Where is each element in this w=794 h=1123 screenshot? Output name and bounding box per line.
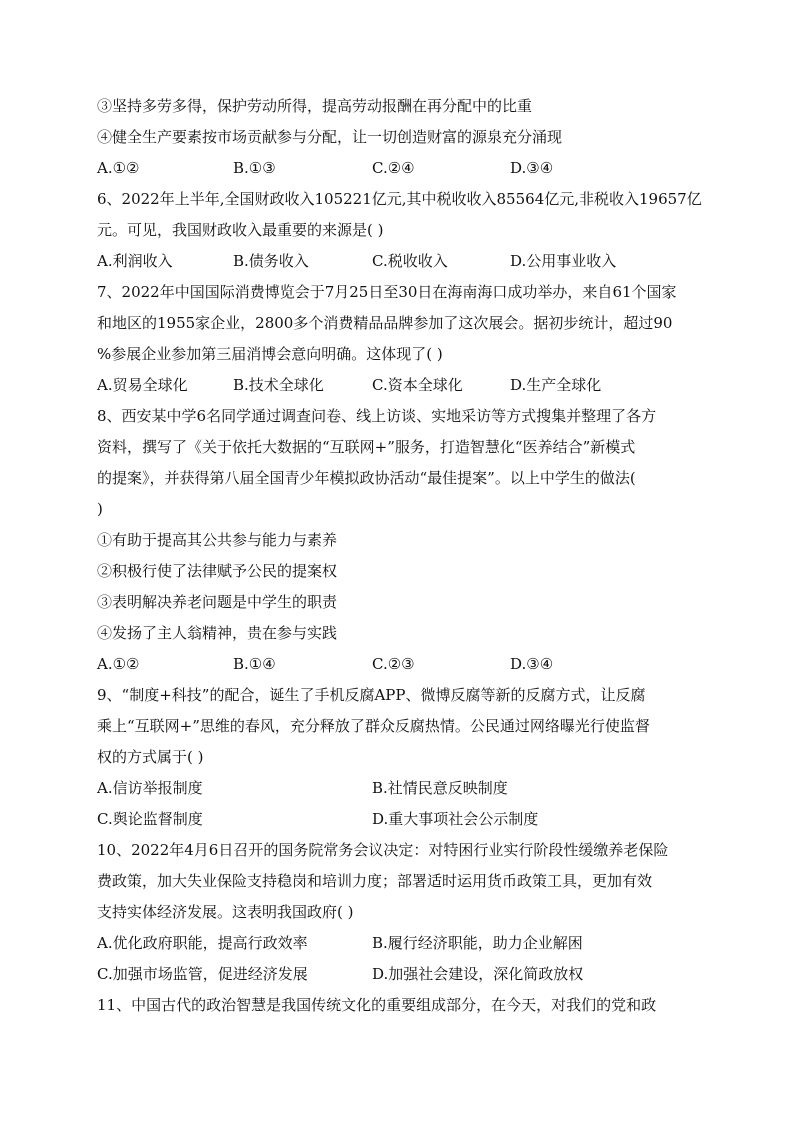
- answer-option: C.资本全球化: [372, 376, 463, 394]
- answer-options-row: [97, 649, 697, 680]
- answer-option: A.①②: [97, 159, 140, 177]
- answer-option: A.利润收入: [97, 252, 173, 270]
- answer-options-row: [97, 246, 697, 277]
- text-line: ④发扬了主人翁精神，贵在参与实践: [97, 624, 338, 642]
- answer-option: A.信访举报制度: [97, 779, 203, 797]
- text-line: ③坚持多劳多得，保护劳动所得，提高劳动报酬在再分配中的比重: [97, 97, 533, 115]
- text-line: 权的方式属于( ): [97, 748, 204, 766]
- answer-option: C.②④: [372, 159, 415, 177]
- text-line: ①有助于提高其公共参与能力与素养: [97, 531, 338, 549]
- text-line: 10、2022年4月6日召开的国务院常务会议决定：对特困行业实行阶段性缓缴养老保险: [97, 841, 669, 859]
- text-line: 费政策，加大失业保险支持稳岗和培训力度；部署适时运用货币政策工具，更加有效: [97, 872, 653, 890]
- text-line: 8、西安某中学6名同学通过调查问卷、线上访谈、实地采访等方式搜集并整理了各方: [97, 407, 657, 425]
- text-line: 乘上“互联网+”思维的春风，充分释放了群众反腐热情。公民通过网络曝光行使监督: [97, 717, 650, 735]
- answer-option: C.②③: [372, 655, 415, 673]
- answer-option: B.履行经济职能，助力企业解困: [372, 934, 583, 952]
- text-line: 资料，撰写了《关于依托大数据的“互联网+”服务，打造智慧化“医养结合”新模式: [97, 438, 636, 456]
- text-line: ③表明解决养老问题是中学生的职责: [97, 593, 338, 611]
- answer-option: C.加强市场监管，促进经济发展: [97, 965, 308, 983]
- answer-option: C.舆论监督制度: [97, 810, 203, 828]
- answer-option: B.技术全球化: [233, 376, 324, 394]
- answer-options-row: [97, 928, 697, 959]
- text-line: 的提案》，并获得第八届全国青少年模拟政协活动“最佳提案”。以上中学生的做法(: [97, 469, 636, 487]
- text-line: ④健全生产要素按市场贡献参与分配，让一切创造财富的源泉充分涌现: [97, 128, 563, 146]
- answer-option: B.债务收入: [233, 252, 309, 270]
- answer-option: D.生产全球化: [510, 376, 602, 394]
- text-line: ): [97, 500, 103, 518]
- answer-option: B.①③: [233, 159, 276, 177]
- text-line: 11、中国古代的政治智慧是我国传统文化的重要组成部分，在今天，对我们的党和政: [97, 996, 657, 1014]
- text-line: 元。可见，我国财政收入最重要的来源是( ): [97, 221, 384, 239]
- text-line: ②积极行使了法律赋予公民的提案权: [97, 562, 338, 580]
- answer-option: D.加强社会建设，深化简政放权: [372, 965, 584, 983]
- answer-option: B.社情民意反映制度: [372, 779, 508, 797]
- answer-options-row: [97, 959, 697, 990]
- answer-option: A.①②: [97, 655, 140, 673]
- text-line: 支持实体经济发展。这表明我国政府( ): [97, 903, 354, 921]
- answer-options-row: [97, 153, 697, 184]
- answer-option: B.①④: [233, 655, 276, 673]
- answer-option: A.贸易全球化: [97, 376, 188, 394]
- answer-option: C.税收收入: [372, 252, 448, 270]
- answer-options-row: [97, 773, 697, 804]
- answer-option: D.重大事项社会公示制度: [372, 810, 539, 828]
- text-line: 6、2022年上半年,全国财政收入105221亿元,其中税收收入85564亿元,非税收入19657亿: [97, 190, 702, 208]
- answer-option: D.③④: [510, 655, 554, 673]
- text-line: 9、“制度+科技”的配合，诞生了手机反腐APP、微博反腐等新的反腐方式，让反腐: [97, 686, 646, 704]
- answer-options-row: [97, 370, 697, 401]
- text-line: 和地区的1955家企业，2800多个消费精品品牌参加了这次展会。据初步统计，超过90: [97, 314, 673, 332]
- document-page: [97, 91, 702, 1021]
- text-line: 7、2022年中国国际消费博览会于7月25日至30日在海南海口成功举办，来自61个国家: [97, 283, 677, 301]
- answer-option: A.优化政府职能，提高行政效率: [97, 934, 308, 952]
- answer-option: D.③④: [510, 159, 554, 177]
- answer-options-row: [97, 804, 697, 835]
- text-line: %参展企业参加第三届消博会意向明确。这体现了( ): [97, 345, 443, 363]
- answer-option: D.公用事业收入: [510, 252, 617, 270]
